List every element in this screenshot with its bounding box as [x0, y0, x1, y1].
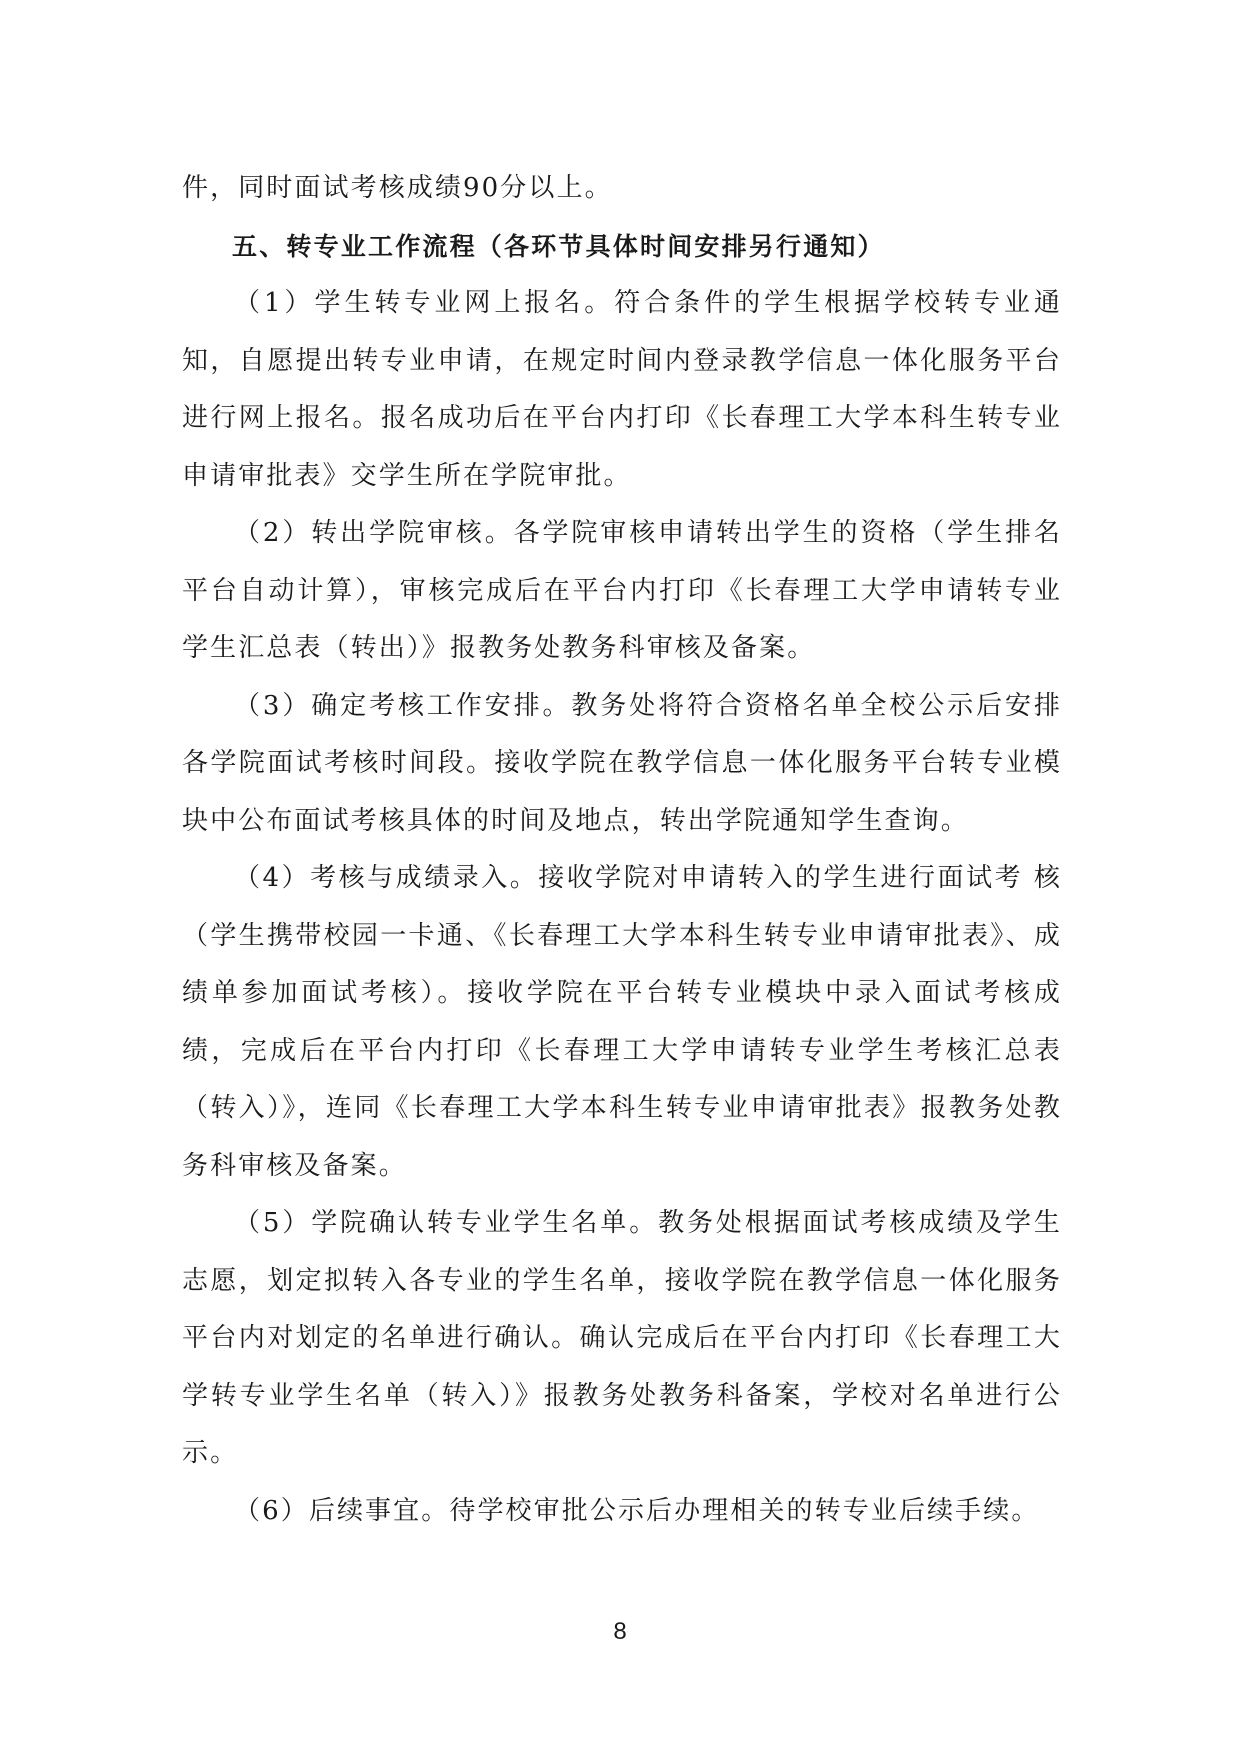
paragraph-step-5: （5）学院确认转专业学生名单。教务处根据面试考核成绩及学生志愿，划定拟转入各专业的学生名单，接收学院在教学信息一体化服务平台内对划定的名单进行确认。确认完成后在平台内打印《长春理工大学转专业学生名单（转入）》报教务处教务科备案，学校对名单进行公示。: [182, 1208, 1062, 1468]
document-body: [182, 160, 1062, 1540]
paragraph-step-2: （2）转出学院审核。各学院审核申请转出学生的资格（学生排名平台自动计算），审核完成后在平台内打印《长春理工大学申请转专业学生汇总表（转出）》报教务处教务科审核及备案。: [182, 518, 1062, 663]
page-number: 8: [613, 1618, 627, 1645]
section-heading: 五、转专业工作流程（各环节具体时间安排另行通知）: [232, 231, 885, 261]
paragraph-step-6: （6）后续事宜。待学校审批公示后办理相关的转专业后续手续。: [234, 1495, 1040, 1526]
paragraph-step-1: （1）学生转专业网上报名。符合条件的学生根据学校转专业通知，自愿提出转专业申请，在规定时间内登录教学信息一体化服务平台进行网上报名。报名成功后在平台内打印《长春理工大学本科生转专业申请审批表》交学生所在学院审批。: [182, 288, 1062, 491]
paragraph-step-3: （3）确定考核工作安排。教务处将符合资格名单全校公示后安排各学院面试考核时间段。接收学院在教学信息一体化服务平台转专业模块中公布面试考核具体的时间及地点，转出学院通知学生查询。: [182, 690, 1062, 836]
continuation-line: 件，同时面试考核成绩90分以上。: [182, 173, 613, 203]
paragraph-step-4: （4）考核与成绩录入。接收学院对申请转入的学生进行面试考 核（学生携带校园一卡通、《长春理工大学本科生转专业申请审批表》、成绩单参加面试考核）。接收学院在平台转专业模块中录入面试考核成绩，完成后在平台内打印《长春理工大学申请转专业学生考核汇总表（转入）》，连同《长春理工大学本科生转专业申请审批表》报教务处教务科审核及备案。: [182, 863, 1062, 1181]
